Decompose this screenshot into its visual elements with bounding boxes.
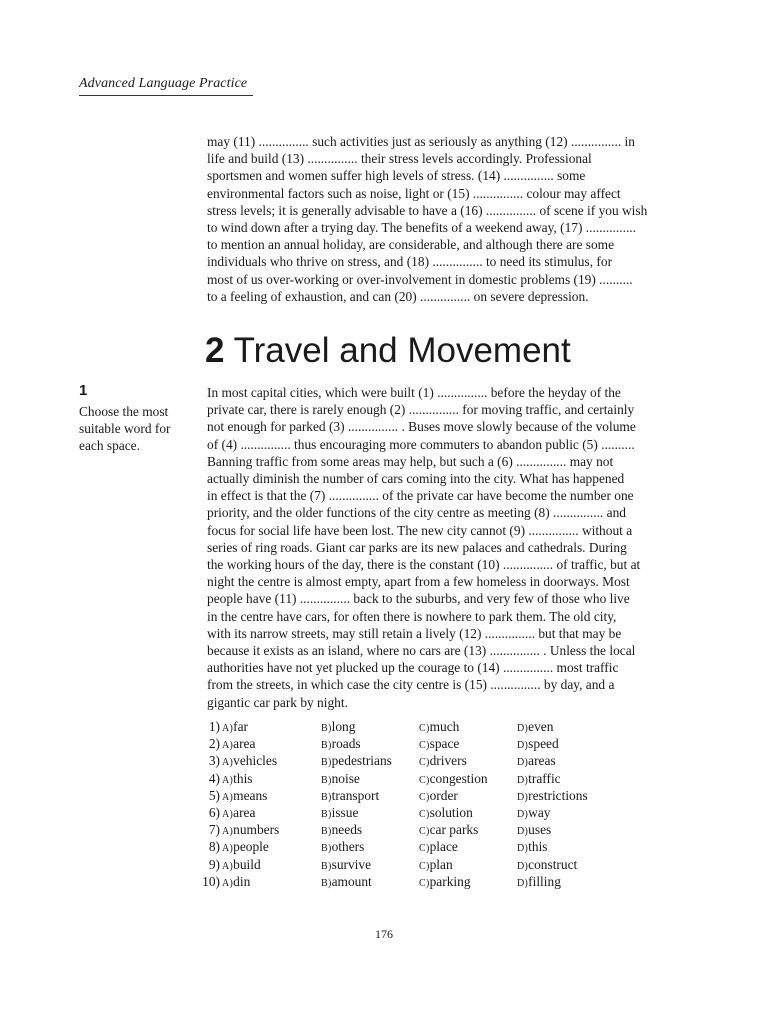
option-letter: B) — [321, 843, 332, 855]
option-word: even — [528, 719, 554, 734]
instruction-line: suitable word for — [79, 421, 171, 437]
option-letter: A) — [222, 826, 234, 838]
option-word: filling — [528, 873, 561, 889]
text-line: to a feeling of exhaustion, and can (20) ............... on severe depression. — [207, 288, 589, 304]
option-letter: D) — [517, 860, 529, 872]
option-word: order — [429, 787, 458, 803]
option-letter: C) — [419, 843, 430, 855]
option-word: speed — [528, 736, 559, 752]
option-letter: A) — [222, 860, 234, 872]
option-number: 2) — [208, 736, 220, 752]
option-c — [419, 873, 471, 892]
text-line: may (11) ............... such activities just as seriously as anything (12) ............... in — [207, 134, 635, 149]
option-word: area — [233, 736, 256, 752]
option-word: traffic — [528, 770, 561, 786]
option-word: area — [233, 804, 256, 820]
option-word: roads — [331, 736, 361, 752]
header-rule — [79, 95, 253, 96]
text-line: to wind down after a trying day. The benefits of a weekend away, (17) ............... — [207, 220, 636, 236]
option-letter: C) — [419, 826, 430, 838]
text-line: sportsmen and women suffer high levels of stress. (14) ............... some — [207, 168, 586, 184]
option-word: restrictions — [528, 787, 588, 803]
option-word: din — [233, 873, 251, 889]
option-word: amount — [331, 873, 372, 889]
option-number: 5) — [208, 787, 220, 803]
option-word: place — [429, 839, 458, 855]
option-word: long — [331, 719, 356, 734]
text-line: environmental factors such as noise, light or (15) ............... colour may affect — [207, 185, 621, 201]
text-line: authorities have not yet plucked up the courage to (14) ............... most traffic — [207, 660, 619, 676]
option-word: issue — [331, 804, 359, 820]
option-number: 3) — [208, 753, 220, 769]
option-word: plan — [429, 856, 453, 872]
option-letter: B) — [321, 723, 332, 734]
option-number: 9) — [208, 856, 220, 872]
option-word: noise — [331, 770, 360, 786]
option-letter: A) — [222, 791, 234, 803]
option-number: 7) — [208, 822, 220, 838]
exercise-instruction — [79, 403, 194, 455]
text-line: private car, there is rarely enough (2) ............... for moving traffic, and certainly — [207, 402, 635, 418]
option-letter: D) — [517, 791, 529, 803]
option-letter: C) — [419, 774, 430, 786]
option-number: 6) — [208, 804, 220, 820]
option-letter: D) — [517, 826, 529, 838]
text-line: individuals who thrive on stress, and (18) ............... to need its stimulus, for — [207, 254, 613, 270]
option-word: way — [528, 804, 551, 820]
option-letter: D) — [517, 808, 529, 820]
text-line: life and build (13) ............... their stress levels accordingly. Professional — [207, 151, 592, 167]
option-letter: B) — [321, 791, 332, 803]
option-word: vehicles — [233, 753, 278, 769]
option-word: means — [233, 787, 268, 803]
option-letter: B) — [321, 826, 332, 838]
instruction-line: Choose the most — [79, 404, 169, 419]
text-line: the working hours of the day, there is the constant (10) ............... of traffic, but at — [207, 557, 641, 573]
text-line: stress levels; it is generally advisable to have a (16) ............... of scene if you wish — [207, 202, 648, 218]
option-letter: C) — [419, 791, 430, 803]
text-line: not enough for parked (3) ............... . Buses move slowly because of the volume — [207, 419, 636, 435]
exercise-number: 1 — [79, 382, 88, 399]
option-number: 1) — [208, 719, 220, 734]
option-letter: A) — [222, 757, 234, 769]
option-word: build — [233, 856, 261, 872]
option-letter: B) — [321, 757, 332, 769]
option-letter: C) — [419, 740, 430, 752]
exercise-text — [207, 384, 687, 711]
option-letter: A) — [222, 877, 234, 889]
option-word: far — [233, 719, 249, 734]
text-line: in the centre have cars, for often there is nowhere to park them. The old city, — [207, 608, 617, 624]
text-line: people have (11) ............... back to the suburbs, and very few of those who live — [207, 591, 630, 607]
chapter-name: Travel and Movement — [233, 331, 571, 370]
option-letter: A) — [222, 808, 234, 820]
option-d — [517, 873, 561, 892]
option-word: much — [429, 719, 460, 734]
option-letter: B) — [321, 808, 332, 820]
text-line: to mention an annual holiday, are considerable, and although there are some — [207, 237, 615, 253]
option-letter: B) — [321, 877, 332, 889]
option-letter: A) — [222, 723, 234, 734]
text-line: of (4) ............... thus encouraging more commuters to abandon public (5) .......... — [207, 436, 635, 452]
option-word: this — [233, 770, 253, 786]
option-a — [222, 873, 250, 892]
option-word: drivers — [429, 753, 467, 769]
option-number: 8) — [208, 839, 220, 855]
option-letter: D) — [517, 774, 529, 786]
option-letter: B) — [321, 860, 332, 872]
text-line: priority, and the older functions of the city centre as meeting (8) ............... and — [207, 505, 626, 521]
option-letter: D) — [517, 740, 529, 752]
text-line: with its narrow streets, may still retain a lively (12) ............... but that may be — [207, 625, 622, 641]
option-letter: C) — [419, 757, 430, 769]
option-letter: C) — [419, 877, 430, 889]
option-number: 4) — [208, 770, 220, 786]
option-word: others — [331, 839, 365, 855]
chapter-number: 2 — [205, 331, 225, 370]
instruction-line: each space. — [79, 438, 140, 454]
option-word: this — [528, 839, 548, 855]
option-letter: A) — [222, 740, 234, 752]
option-word: space — [429, 736, 460, 752]
option-letter: C) — [419, 723, 430, 734]
page-number: 176 — [375, 927, 393, 941]
option-word: pedestrians — [331, 753, 392, 769]
option-word: people — [233, 839, 269, 855]
running-header: Advanced Language Practice — [79, 76, 248, 91]
option-letter: A) — [222, 843, 234, 855]
option-word: construct — [528, 856, 578, 872]
option-b — [321, 873, 372, 892]
option-letter: D) — [517, 877, 529, 889]
text-line: from the streets, in which case the city centre is (15) ............... by day, and a — [207, 677, 615, 693]
option-word: congestion — [429, 770, 488, 786]
chapter-title — [205, 330, 571, 372]
option-word: areas — [528, 753, 556, 769]
option-word: solution — [429, 804, 473, 820]
text-line: actually diminish the number of cars coming into the city. What has happened — [207, 471, 625, 487]
text-line: because it exists as an island, where no cars are (13) ............... . Unless the local — [207, 643, 636, 659]
option-word: survive — [331, 856, 372, 872]
text-line: In most capital cities, which were built (1) ............... before the heyday of the — [207, 385, 621, 400]
option-word: transport — [331, 787, 380, 803]
option-letter: C) — [419, 808, 430, 820]
text-line: Banning traffic from some areas may help, but such a (6) ............... may not — [207, 453, 614, 469]
option-letter: A) — [222, 774, 234, 786]
option-word: needs — [331, 822, 363, 838]
text-line: focus for social life have been lost. The new city cannot (9) ............... without a — [207, 522, 633, 538]
text-line: in effect is that the (7) ............... of the private car have become the number one — [207, 488, 634, 504]
text-line: night the centre is almost empty, apart from a few homeless in doorways. Most — [207, 574, 630, 590]
option-letter: C) — [419, 860, 430, 872]
option-letter: D) — [517, 843, 529, 855]
text-line: most of us over-working or over-involvement in domestic problems (19) .......... — [207, 271, 633, 287]
text-line: gigantic car park by night. — [207, 694, 348, 710]
option-letter: D) — [517, 723, 529, 734]
option-letter: B) — [321, 774, 332, 786]
text-line: series of ring roads. Giant car parks are its new palaces and cathedrals. During — [207, 539, 627, 555]
option-word: car parks — [429, 822, 479, 838]
option-letter: D) — [517, 757, 529, 769]
continued-paragraph — [207, 133, 687, 305]
option-word: numbers — [233, 822, 280, 838]
option-word: parking — [429, 873, 471, 889]
option-word: uses — [528, 822, 552, 838]
option-letter: B) — [321, 740, 332, 752]
option-number: 10) — [202, 873, 220, 889]
